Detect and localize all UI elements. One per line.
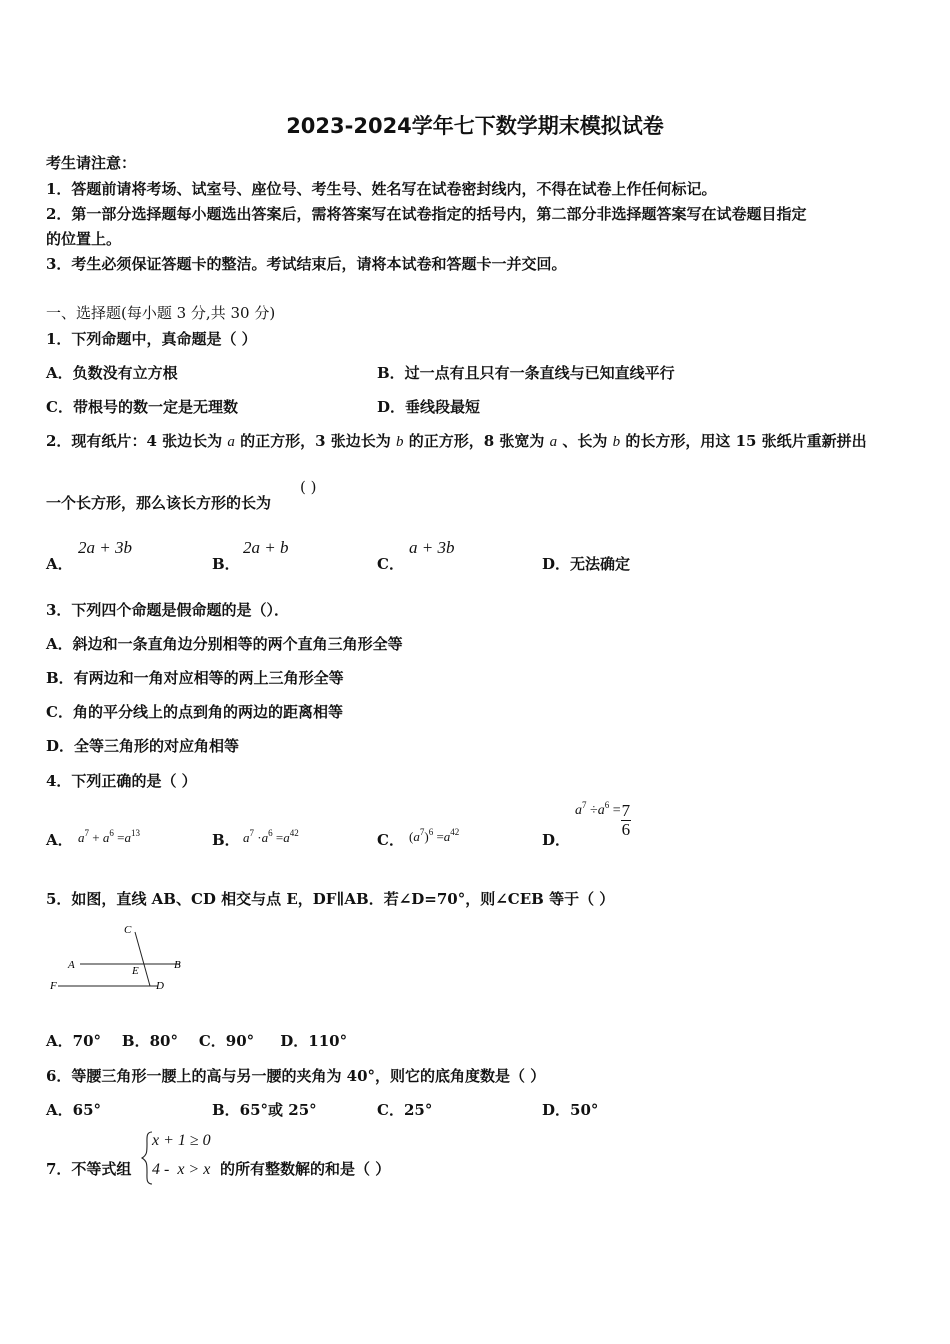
inequality-2: 4 - x > x [152, 1161, 211, 1178]
label-b: B [174, 959, 181, 971]
question-1-option-a: A．负数没有立方根 [46, 364, 178, 382]
question-1-option-c: C．带根号的数一定是无理数 [46, 398, 238, 416]
question-4-option-c-expr: $(a^7)^6 =a^{42}$ [409, 827, 460, 844]
question-7-stem-pre: 7．不等式组 [46, 1160, 132, 1178]
q2-var-b-2: b [612, 434, 621, 450]
q2-text-mid3: 、长为 [562, 432, 608, 450]
fraction [621, 802, 632, 839]
question-4-option-b-expr: $a^7 \cdot a^6 =a^{42}$ [243, 828, 299, 845]
question-2-option-b-label: B． [212, 555, 240, 573]
question-7-stem-post: 的所有整数解的和是（ ） [220, 1160, 391, 1178]
question-2-option-b-expr: 2a + b [243, 538, 289, 557]
q2-var-a: a [227, 434, 235, 450]
line-cd [135, 932, 150, 986]
label-f: F [50, 980, 57, 992]
question-2-option-c-label: C． [377, 555, 404, 573]
notice-heading: 考生请注意： [46, 154, 137, 172]
notice-item-2-line-2: 的位置上。 [46, 230, 122, 248]
question-3-option-b: B．有两边和一角对应相等的两上三角形全等 [46, 669, 344, 687]
question-1-option-b: B．过一点有且只有一条直线与已知直线平行 [377, 364, 675, 382]
notice-item-3: 3．考生必须保证答题卡的整洁。考试结束后，请将本试卷和答题卡一并交回。 [46, 255, 567, 273]
question-2-option-c-expr: a + 3b [409, 538, 455, 557]
question-2-stem-line-2: 一个长方形，那么该长方形的长为 [46, 494, 272, 512]
q2-text-post: 的长方形，用这 15 张纸片重新拼出 [625, 432, 867, 450]
question-6-option-d: D．50° [542, 1101, 599, 1119]
label-a: A [68, 959, 75, 971]
question-1-stem: 1．下列命题中，真命题是（ ） [46, 330, 257, 348]
question-4-option-b-label: B． [212, 831, 240, 849]
fraction-numerator: 7 [621, 801, 631, 820]
question-6-option-c: C．25° [377, 1101, 433, 1119]
q2-var-b: b [395, 434, 404, 450]
question-6-stem: 6．等腰三角形一腰上的高与另一腰的夹角为 40°，则它的底角度数是（ ） [46, 1067, 546, 1085]
question-2-stem-line-1 [46, 430, 867, 451]
question-4-option-c-label: C． [377, 831, 404, 849]
q2-text-pre: 2．现有纸片：4 张边长为 [46, 432, 223, 450]
question-4-option-a-expr: $a^7 + a^6 =a^{13}$ [78, 828, 140, 845]
question-2-option-a-label: A． [46, 555, 73, 573]
label-c: C [124, 924, 132, 936]
q2-text-mid1: 的正方形，3 张边长为 [240, 432, 391, 450]
question-5-figure [46, 918, 196, 996]
question-1-option-d: D．垂线段最短 [377, 398, 481, 416]
question-5-options: A．70° B．80° C．90° D．110° [46, 1032, 348, 1050]
notice-item-1: 1．答题前请将考场、试室号、座位号、考生号、姓名写在试卷密封线内，不得在试卷上作任何标记。 [46, 180, 717, 198]
question-3-option-a: A．斜边和一条直角边分别相等的两个直角三角形全等 [46, 635, 403, 653]
question-3-option-c: C．角的平分线上的点到角的两边的距离相等 [46, 703, 343, 721]
question-4-option-d-label: D． [542, 831, 571, 849]
section-heading: 一、选择题(每小题 3 分,共 30 分) [46, 304, 276, 322]
q2-var-a-2: a [549, 434, 558, 450]
question-3-option-d: D．全等三角形的对应角相等 [46, 737, 240, 755]
question-5-stem: 5．如图，直线 AB、CD 相交与点 E，DF∥AB．若∠D=70°，则∠CEB 等于（ ） [46, 890, 615, 908]
label-d: D [156, 980, 164, 992]
inequality-1: x + 1 ≥ 0 [152, 1132, 211, 1149]
q2-text-mid2: 的正方形，8 张宽为 [408, 432, 545, 450]
page-title: 2023-2024学年七下数学期末模拟试卷 [286, 114, 664, 138]
question-2-option-d: D．无法确定 [542, 555, 631, 573]
question-4-option-a-label: A． [46, 831, 73, 849]
question-4-option-d-expr: $a^7 \div a^6$ = $\frac{7}{6}$ [575, 799, 631, 839]
question-3-stem: 3．下列四个命题是假命题的是（）． [46, 601, 289, 619]
question-2-answer-paren: ( ) [300, 478, 317, 496]
question-2-option-a-expr: 2a + 3b [78, 538, 132, 557]
question-6-option-b: B．65°或 25° [212, 1101, 317, 1119]
label-e: E [132, 965, 139, 977]
fraction-denominator: 6 [621, 820, 631, 839]
question-4-stem: 4．下列正确的是（ ） [46, 772, 197, 790]
notice-item-2-line-1: 2．第一部分选择题每小题选出答案后，需将答案写在试卷指定的括号内，第二部分非选择题答案写在试卷题目指定 [46, 205, 807, 223]
question-6-option-a: A．65° [46, 1101, 102, 1119]
